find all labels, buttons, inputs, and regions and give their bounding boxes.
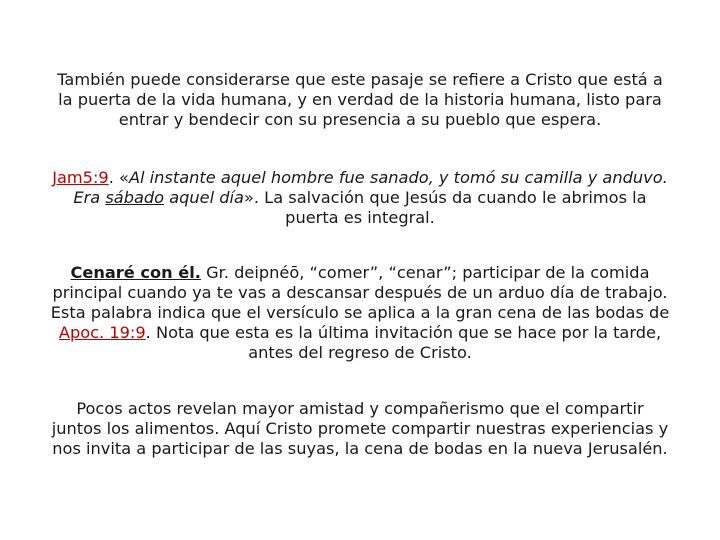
paragraph-line bbox=[0, 188, 720, 208]
paragraph-line: principal cuando ya te vas a descansar después de un arduo día de trabajo. bbox=[52, 283, 668, 302]
paragraph-text: ». La salvación que Jesús da cuando le abrimos la bbox=[243, 188, 647, 207]
paragraph-text: Gr. deipnéō, “comer”, “cenar”; participar de la comida bbox=[200, 263, 650, 282]
paragraph-line: antes del regreso de Cristo. bbox=[248, 343, 472, 362]
paragraph-line: entrar y bendecir con su presencia a su pueblo que espera. bbox=[118, 110, 602, 129]
paragraph-line: puerta es integral. bbox=[285, 208, 435, 227]
heading-term: Cenaré con él. bbox=[70, 263, 201, 282]
paragraph-line: Pocos actos revelan mayor amistad y compañerismo que el compartir bbox=[76, 399, 644, 418]
paragraph-line: juntos los alimentos. Aquí Cristo promete compartir nuestras experiencias y bbox=[51, 419, 669, 438]
bible-reference-link[interactable]: Jam5:9 bbox=[52, 168, 109, 187]
paragraph-word-study bbox=[0, 263, 720, 363]
quote-open: . « bbox=[108, 168, 129, 187]
paragraph-line: También puede considerarse que este pasaje se refiere a Cristo que está a bbox=[57, 70, 663, 89]
quote-text: Era bbox=[73, 188, 106, 207]
paragraph-text: . Nota que esta es la última invitación que se hace por la tarde, bbox=[145, 323, 662, 342]
paragraph-intro bbox=[0, 70, 720, 130]
paragraph-closing bbox=[0, 399, 720, 459]
quote-text-underlined: sábado bbox=[105, 188, 165, 207]
paragraph-line bbox=[0, 168, 720, 188]
paragraph-verse-quote bbox=[0, 168, 720, 228]
paragraph-line: Esta palabra indica que el versículo se aplica a la gran cena de las bodas de bbox=[50, 303, 670, 322]
quote-text: Al instante aquel hombre fue sanado, y tomó su camilla y anduvo. bbox=[128, 168, 668, 187]
paragraph-line: la puerta de la vida humana, y en verdad de la historia humana, listo para bbox=[58, 90, 662, 109]
bible-reference-link[interactable]: Apoc. 19:9 bbox=[58, 323, 146, 342]
paragraph-line bbox=[0, 263, 720, 283]
paragraph-line bbox=[0, 323, 720, 343]
paragraph-line: nos invita a participar de las suyas, la cena de bodas en la nueva Jerusalén. bbox=[52, 439, 668, 458]
quote-text: aquel día bbox=[164, 188, 244, 207]
